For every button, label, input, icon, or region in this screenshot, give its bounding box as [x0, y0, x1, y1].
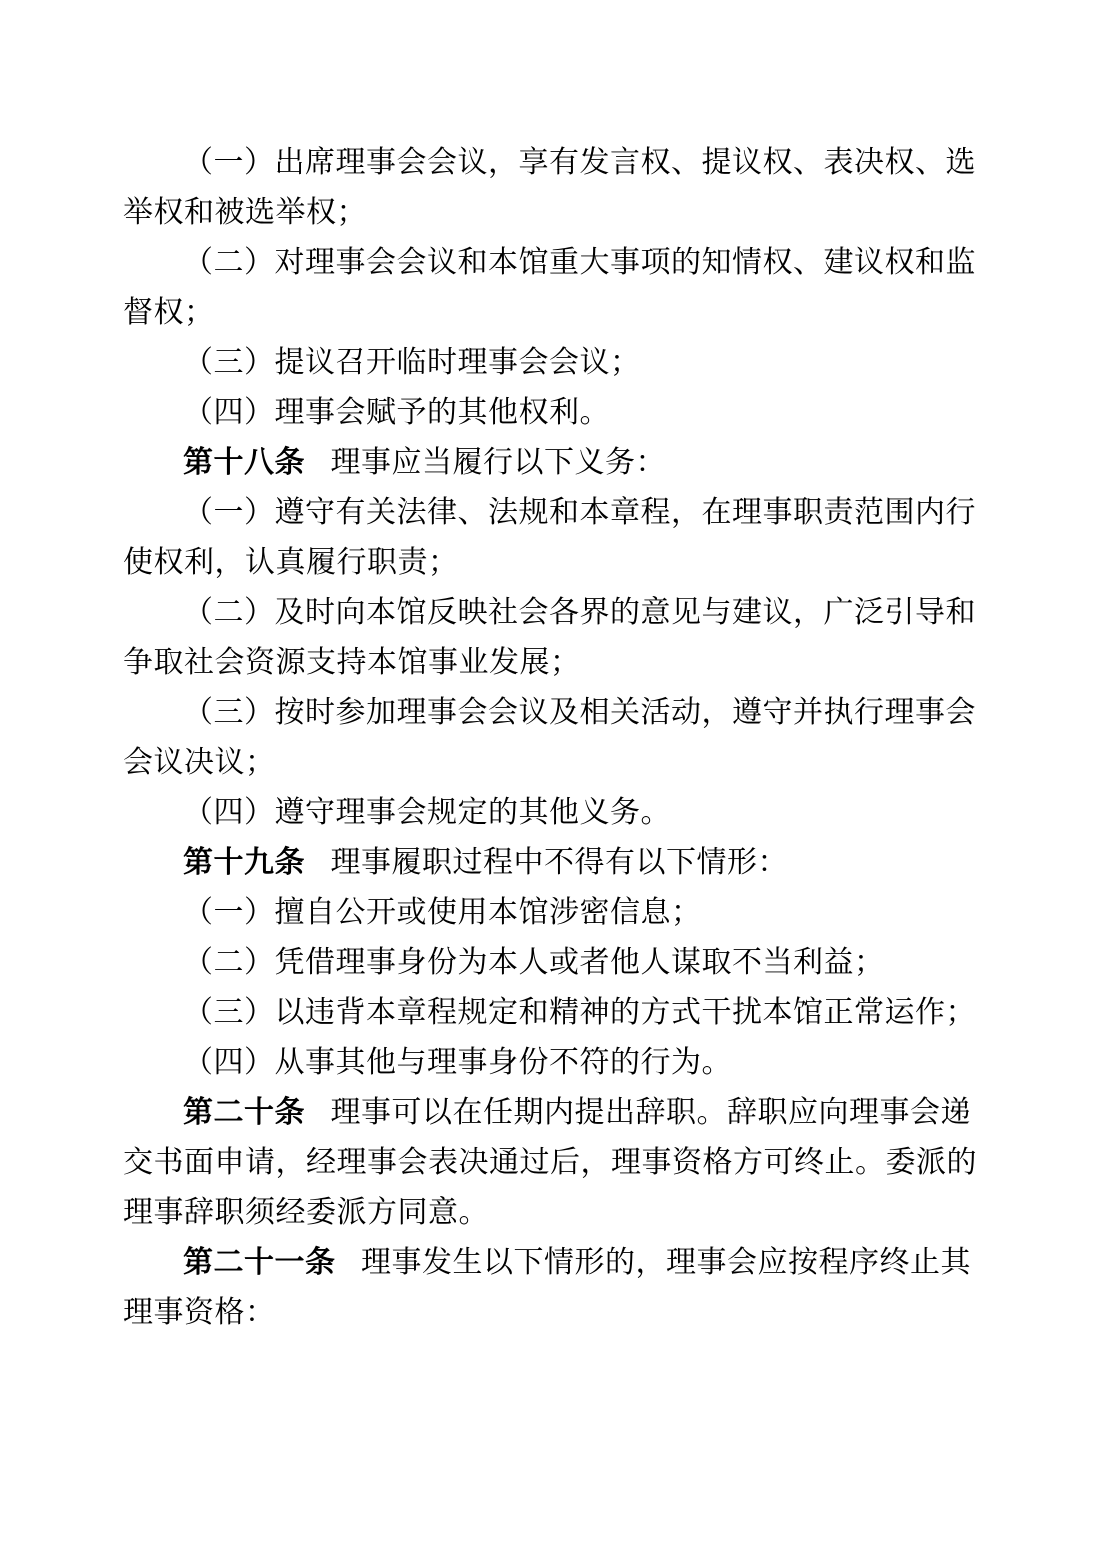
text-line: （一）遵守有关法律、法规和本章程，在理事职责范围内行 [183, 496, 976, 529]
text-line: （一）擅自公开或使用本馆涉密信息； [183, 896, 702, 929]
text-line: （二）凭借理事身份为本人或者他人谋取不当利益； [183, 946, 885, 979]
text-line [123, 838, 967, 888]
text-line: （三）以违背本章程规定和精神的方式干扰本馆正常运作； [183, 996, 976, 1029]
text-line: 理事辞职须经委派方同意。 [123, 1196, 489, 1229]
text-line: 交书面申请，经理事会表决通过后，理事资格方可终止。委派的 [123, 1146, 977, 1179]
text-line [123, 438, 967, 488]
text-line: 争取社会资源支持本馆事业发展； [123, 646, 581, 679]
article-number: 第十九条 [183, 846, 305, 879]
article-text: 理事发生以下情形的，理事会应按程序终止其 [361, 1246, 971, 1279]
text-line: 举权和被选举权； [123, 196, 367, 229]
text-line: 会议决议； [123, 746, 276, 779]
text-line: （三）提议召开临时理事会会议； [183, 346, 641, 379]
text-line: 督权； [123, 296, 215, 329]
text-line [123, 1088, 971, 1138]
text-line: （四）理事会赋予的其他权利。 [183, 396, 610, 429]
article-text: 理事履职过程中不得有以下情形： [330, 846, 788, 879]
text-line: （二）及时向本馆反映社会各界的意见与建议，广泛引导和 [183, 596, 976, 629]
text-line: 理事资格： [123, 1296, 276, 1329]
text-line: （二）对理事会会议和本馆重大事项的知情权、建议权和监 [183, 246, 976, 279]
article-number: 第十八条 [183, 446, 305, 479]
text-line: （一）出席理事会会议，享有发言权、提议权、表决权、选 [183, 146, 976, 179]
article-number: 第二十一条 [183, 1246, 336, 1279]
text-line: （四）从事其他与理事身份不符的行为。 [183, 1046, 732, 1079]
article-text: 理事应当履行以下义务： [330, 446, 666, 479]
article-text: 理事可以在任期内提出辞职。辞职应向理事会递 [330, 1096, 971, 1129]
document-text-block [123, 138, 977, 1338]
text-line: （四）遵守理事会规定的其他义务。 [183, 796, 671, 829]
article-number: 第二十条 [183, 1096, 305, 1129]
text-line [123, 1238, 971, 1288]
text-line: （三）按时参加理事会会议及相关活动，遵守并执行理事会 [183, 696, 976, 729]
text-line: 使权利，认真履行职责； [123, 546, 459, 579]
